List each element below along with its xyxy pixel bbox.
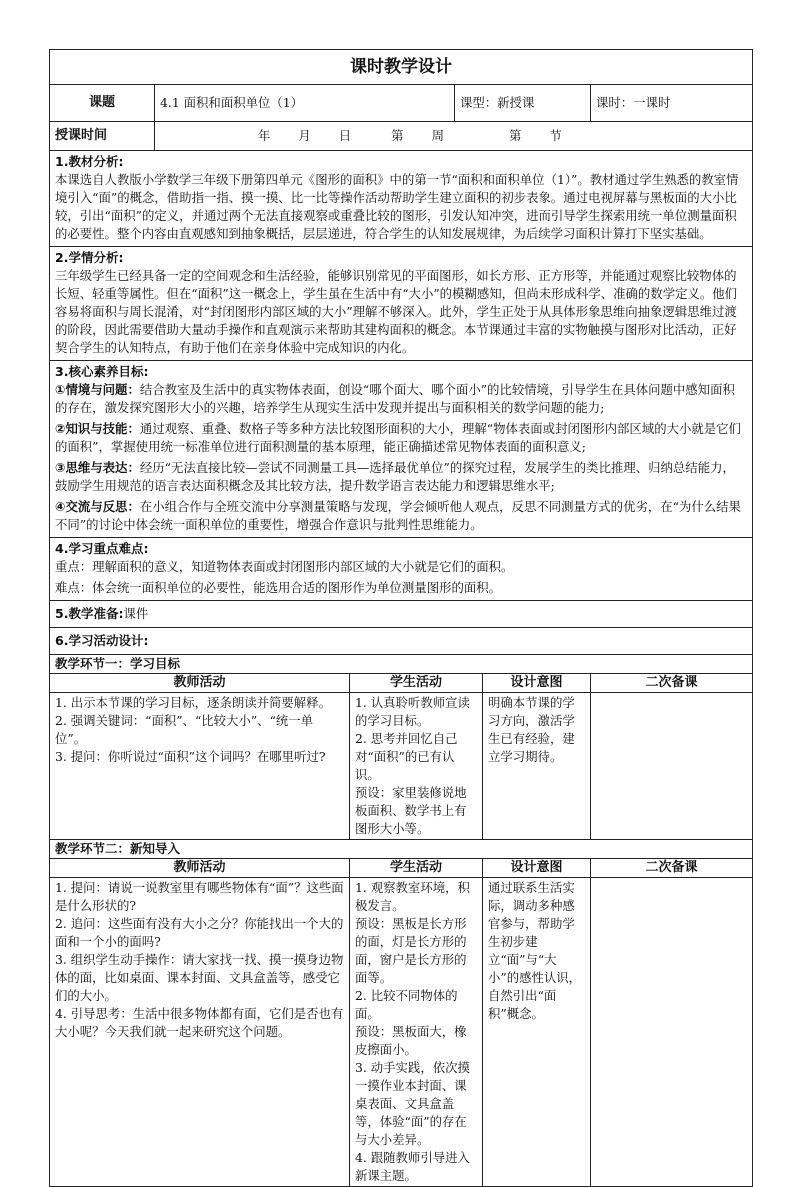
phase1-student-activity bbox=[350, 693, 483, 840]
section-core-literacy-goals bbox=[50, 361, 753, 538]
student-step: 4. 跟随教师引导进入新课主题。 bbox=[355, 1150, 470, 1183]
topic-value: 4.1 面积和面积单位（1） bbox=[155, 85, 455, 122]
goal-key: ③思维与表达： bbox=[55, 460, 140, 475]
phase2-title: 教学环节二：新知导入 bbox=[50, 840, 753, 859]
topic-label: 课题 bbox=[50, 85, 155, 122]
difficulty-text: 难点：体会统一面积单位的必要性，能选用合适的图形作为单位测量图形的面积。 bbox=[55, 580, 502, 595]
section-heading: 1.教材分析: bbox=[55, 154, 124, 169]
student-step: 预设：家里装修说地板面积、数学书上有图形大小等。 bbox=[355, 785, 467, 836]
teacher-step: 4. 引导思考：生活中很多物体都有面，它们是否也有大小呢？今天我们就一起来研究这个问题。 bbox=[55, 1006, 344, 1039]
goal-key: ①情境与问题： bbox=[55, 382, 140, 397]
goal-item bbox=[55, 420, 747, 456]
student-step: 1. 认真聆听教师宣读的学习目标。 bbox=[355, 695, 470, 728]
year-text: 年 bbox=[258, 128, 271, 143]
teacher-step: 1. 出示本节课的学习目标，逐条朗读并简要解释。 bbox=[55, 695, 331, 710]
student-step: 2. 比较不同物体的面。 bbox=[355, 988, 458, 1021]
teacher-step: 2. 追问：这些面有没有大小之分？你能找出一个大的面和一个小的面吗? bbox=[55, 916, 344, 949]
teacher-step: 2. 强调关键词：“面积”、“比较大小”、“统一单位”。 bbox=[55, 713, 314, 746]
goal-text: 在小组合作与全班交流中分享测量策略与发现，学会倾听他人观点，反思不同测量方式的优劣，在“为什么结果不同”的讨论中体会统一面积单位的重要性，增强合作意识与批判性思维能力。 bbox=[55, 499, 741, 532]
preparation-value: 课件 bbox=[123, 606, 149, 621]
section-text: 节 bbox=[549, 128, 562, 143]
teacher-activity-header: 教师活动 bbox=[50, 859, 350, 878]
goal-text: 经历“无法直接比较—尝试不同测量工具—选择最优单位”的探究过程，发展学生的类比推理、归纳总结能力，鼓励学生用规范的语言表达面积概念及其比较方法，提升数学语言表达能力和逻辑思维水平; bbox=[55, 460, 735, 493]
phase1-teacher-activity bbox=[50, 693, 350, 840]
phase2-student-activity bbox=[350, 878, 483, 1187]
lesson-type: 课型：新授课 bbox=[455, 85, 591, 122]
student-step: 3. 动手实践，依次摸一摸作业本封面、课桌表面、文具盒盖等，体验“面”的存在与大小差异。 bbox=[355, 1060, 470, 1147]
document-title: 课时教学设计 bbox=[50, 50, 753, 85]
section-teaching-preparation bbox=[50, 601, 753, 628]
student-step: 2. 思考并回忆自己对“面积”的已有认识。 bbox=[355, 731, 458, 782]
goal-item bbox=[55, 459, 747, 495]
lesson-plan-table bbox=[49, 49, 753, 1187]
phase2-design-intent: 通过联系生活实际，调动多种感官参与，帮助学生初步建立“面”与“大小”的感性认识，自然引出“面积”概念。 bbox=[483, 878, 591, 1187]
lesson-plan-page bbox=[49, 49, 752, 1187]
second-prep-header: 二次备课 bbox=[591, 674, 753, 693]
week-text: 周 bbox=[431, 128, 444, 143]
lesson-hours: 课时：一课时 bbox=[591, 85, 753, 122]
section-body: 三年级学生已经具备一定的空间观念和生活经验，能够识别常见的平面图形，如长方形、正方形等，并能通过观察比较物体的长短、轻重等属性。但在“面积”这一概念上，学生虽在生活中有“大小”的模糊感知，但尚未形成科学、准确的数学定义。他们容易将面积与周长混淆，对“封闭图形内部区域的大小”理解不够深入。此外，学生正处于从具体形象思维向抽象逻辑思维过渡的阶段，因此需要借助大量动手操作和直观演示来帮助其建构面积的概念。本节课通过丰富的实物触摸与图形对比活动，正好契合学生的认知特点，有助于他们在亲身体验中完成知识的内化。 bbox=[55, 268, 738, 355]
goal-item bbox=[55, 381, 747, 417]
second-prep-header: 二次备课 bbox=[591, 859, 753, 878]
section-key-difficult-points bbox=[50, 538, 753, 601]
teacher-step: 1. 提问：请说一说教室里有哪些物体有“面”？这些面是什么形状的? bbox=[55, 880, 344, 913]
section-heading: 3.核心素养目标: bbox=[55, 364, 149, 379]
phase2-second-prep bbox=[591, 878, 753, 1187]
student-step: 预设：黑板面大，橡皮擦面小。 bbox=[355, 1024, 467, 1057]
student-step: 1. 观察教室环境，积极发言。 bbox=[355, 880, 470, 913]
section-learner-analysis bbox=[50, 247, 753, 361]
section-body: 本课选自人教版小学数学三年级下册第四单元《图形的面积》中的第一节“面积和面积单位（1）”。教材通过学生熟悉的教室情境引入“面”的概念，借助指一指、摸一摸、比一比等操作活动帮助学生建立面积的初步表象。通过电视屏幕与黑板面的大小比较，引出“面积”的定义，并通过两个无法直接观察或重叠比较的图形，引发认知冲突，进而引导学生探索用统一单位测量面积的必要性。整个内容由直观感知到抽象概括，层层递进，符合学生的认知发展规律，为后续学习面积计算打下坚实基础。 bbox=[55, 172, 739, 241]
goal-text: 通过观察、重叠、数格子等多种方法比较图形面积的大小，理解“物体表面或封闭图形内部区域的大小就是它们的面积”，掌握使用统一标准单位进行面积测量的基本原理，能正确描述常见物体表面的面积意义; bbox=[55, 421, 741, 454]
day-text: 日 bbox=[338, 128, 352, 143]
phase1-design-intent: 明确本节课的学习方向，激活学生已有经验，建立学习期待。 bbox=[483, 693, 591, 840]
goal-item bbox=[55, 498, 747, 534]
teacher-step: 3. 组织学生动手操作：请大家找一找、摸一摸身边物体的面，比如桌面、课本封面、文具盒盖等，感受它们的大小。 bbox=[55, 952, 344, 1003]
student-step: 预设：黑板是长方形的面，灯是长方形的面，窗户是长方形的面等。 bbox=[355, 916, 467, 985]
section-heading: 4.学习重点难点: bbox=[55, 541, 149, 556]
month-text: 月 bbox=[298, 128, 311, 143]
section-textbook-analysis bbox=[50, 151, 753, 247]
section-heading: 5.教学准备: bbox=[55, 606, 124, 621]
teacher-activity-header: 教师活动 bbox=[50, 674, 350, 693]
phase1-title: 教学环节一：学习目标 bbox=[50, 655, 753, 674]
di-text-2: 第 bbox=[508, 128, 522, 143]
student-activity-header: 学生活动 bbox=[350, 859, 483, 878]
goal-text: 结合教室及生活中的真实物体表面，创设“哪个面大、哪个面小”的比较情境，引导学生在具体问题中感知面积的存在，激发探究图形大小的兴趣，培养学生从现实生活中发现并提出与面积相关的数学问题的能力; bbox=[55, 382, 735, 415]
time-fields bbox=[155, 122, 753, 151]
section-heading: 2.学情分析: bbox=[55, 250, 124, 265]
design-intent-header: 设计意图 bbox=[483, 674, 591, 693]
di-text-1: 第 bbox=[391, 128, 404, 143]
phase2-teacher-activity bbox=[50, 878, 350, 1187]
time-label: 授课时间 bbox=[50, 122, 155, 151]
key-point-text: 重点：理解面积的意义，知道物体表面或封闭图形内部区域的大小就是它们的面积。 bbox=[55, 559, 514, 574]
section-heading: 6.学习活动设计: bbox=[55, 633, 149, 648]
section-activity-design bbox=[50, 628, 753, 655]
student-activity-header: 学生活动 bbox=[350, 674, 483, 693]
goal-key: ②知识与技能： bbox=[55, 421, 140, 436]
teacher-step: 3. 提问：你听说过“面积”这个词吗？在哪里听过? bbox=[55, 749, 326, 764]
goal-key: ④交流与反思： bbox=[55, 499, 140, 514]
phase1-second-prep bbox=[591, 693, 753, 840]
design-intent-header: 设计意图 bbox=[483, 859, 591, 878]
